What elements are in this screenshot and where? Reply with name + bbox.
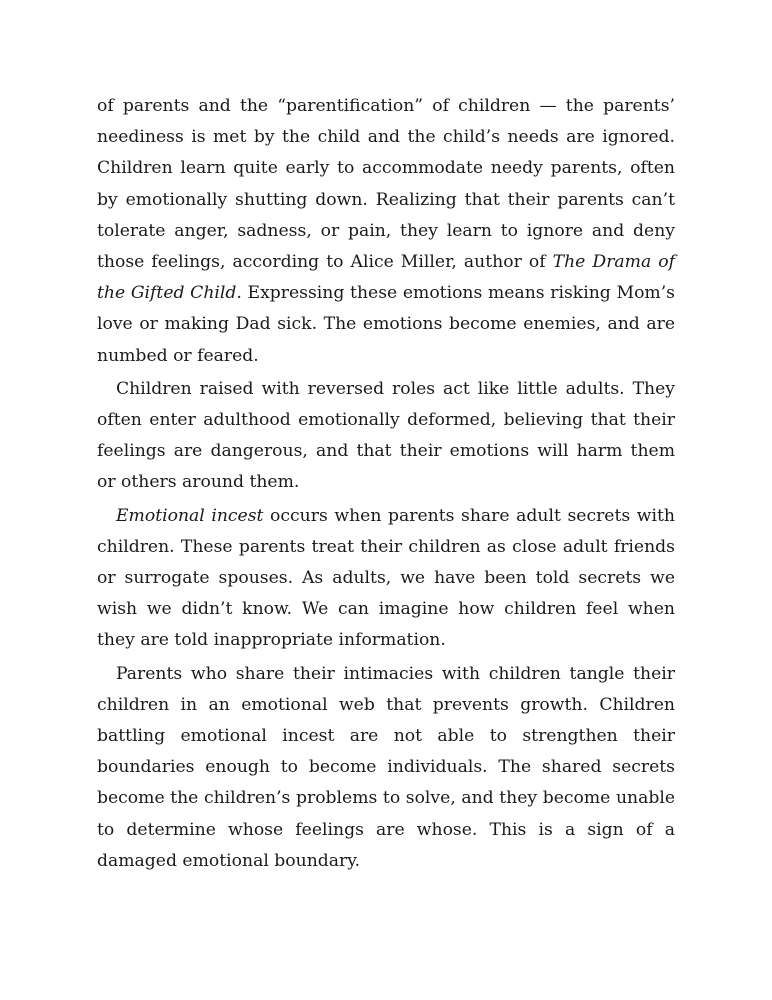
- paragraph-2: [97, 374, 675, 499]
- paragraph-3: [97, 501, 675, 657]
- paragraph-1: [97, 91, 675, 372]
- paragraph-4: [97, 659, 675, 877]
- paragraph-4-text: Parents who share their intimacies with children tangle their children in an emotional web that prevents growth. Children battling emotional incest are not able to strengthen their boundaries enough to become individuals. The shared secrets become the children’s problems to solve, and they become unable to determine whose feelings are whose. This is a sign of a damaged emotional boundary.: [97, 663, 675, 871]
- page-body: [97, 91, 675, 879]
- emotional-incest-term: Emotional incest: [116, 505, 264, 526]
- paragraph-1-text-b: Expressing these emotions means risking Mom’s love or making Dad sick. The emotions become enemies, and are numbed or feared.: [97, 283, 675, 366]
- paragraph-1-text-a: of parents and the “parentification” of children — the parents’ neediness is met by the child and the child’s needs are ignored. Children learn quite early to accommodate needy parents, often by emotionally shutting down. Realizing that their parents can’t tolerate anger, sadness, or pain, they learn to ignore and deny those feelings, according to Alice Miller, author of: [97, 96, 675, 273]
- paragraph-2-text: Children raised with reversed roles act like little adults. They often enter adulthood emotionally deformed, believing that their feelings are dangerous, and that their emotions will harm them or others around them.: [97, 378, 675, 493]
- paragraph-3-text: occurs when parents share adult secrets with children. These parents treat their children as close adult friends or surrogate spouses. As adults, we have been told secrets we wish we didn’t know. We can imagine how children feel when they are told inappropriate information.: [97, 505, 675, 651]
- book-title-italic: The Drama of the Gifted Child.: [97, 252, 675, 304]
